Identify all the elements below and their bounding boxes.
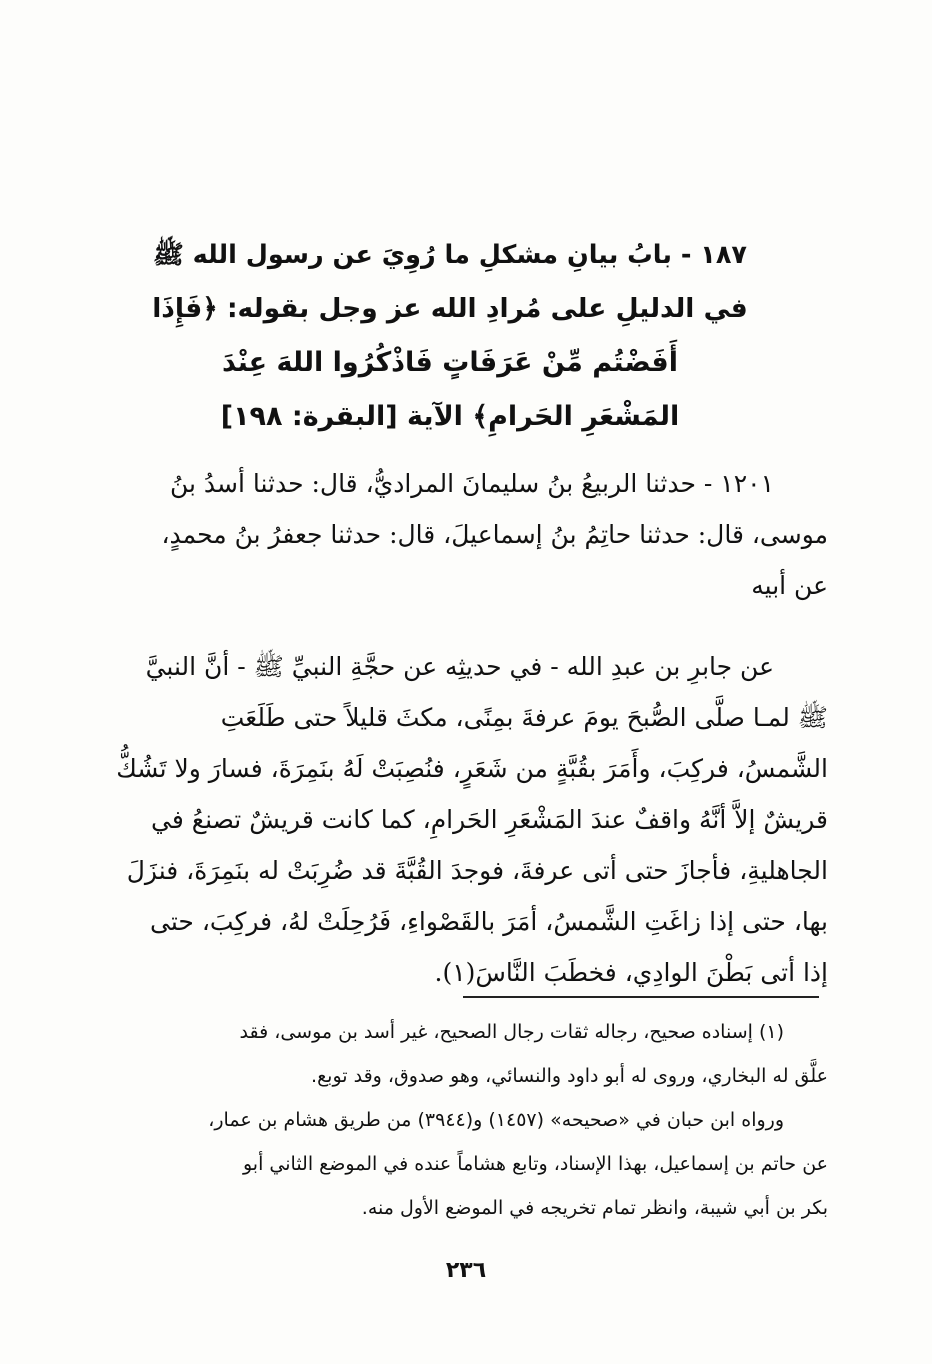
footnote-line: (١) إسناده صحيح، رجاله ثقات رجال الصحيح، غير أسد بن موسى، فقد <box>239 1021 784 1043</box>
hadith-matn <box>110 641 828 998</box>
footnote-line: علَّق له البخاري، وروى له أبو داود والنسائي، وهو صدوق، وقد توبع. <box>311 1065 828 1087</box>
chapter-heading-line: في الدليلِ على مُرادِ الله عز وجل بقوله: ﴿فَإِذَا <box>152 293 748 324</box>
chapter-heading-line: أَفَضْتُم مِّنْ عَرَفَاتٍ فَاذْكُرُوا اللهَ عِنْدَ <box>222 347 678 378</box>
footnote-line: عن حاتم بن إسماعيل، بهذا الإسناد، وتابع هشاماً عنده في الموضع الثاني أبو <box>242 1153 828 1175</box>
isnad-line: موسى، قال: حدثنا حاتِمُ بنُ إسماعيلَ، قال: حدثنا جعفرُ بنُ محمدٍ، <box>161 520 828 549</box>
footnote-line: بكر بن أبي شيبة، وانظر تمام تخريجه في الموضع الأول منه. <box>361 1197 828 1219</box>
chapter-heading-line: المَشْعَرِ الحَرامِ﴾ الآية [البقرة: ١٩٨] <box>220 401 680 432</box>
matn-line: قريشٌ إلاَّ أنَّهُ واقفٌ عندَ المَشْعَرِ الحَرامِ، كما كانت قريشٌ تصنعُ في <box>151 805 828 834</box>
hadith-isnad <box>110 458 828 611</box>
isnad-line: عن أبيه <box>751 571 828 600</box>
footnote-divider <box>463 996 819 998</box>
matn-line: ﷺ لمـا صلَّى الصُّبحَ يومَ عرفةَ بمِنًى، مكثَ قليلاً حتى طَلَعَتِ <box>220 703 828 732</box>
footnotes <box>110 1010 828 1230</box>
matn-line: بها، حتى إذا زاغَتِ الشَّمسُ، أمَرَ بالقَصْواءِ، فَرُحِلَتْ لهُ، فركِبَ، حتى <box>150 907 828 936</box>
matn-line: الجاهليةِ، فأجازَ حتى أتى عرفةَ، فوجدَ القُبَّةَ قد ضُرِبَتْ له بنَمِرَةَ، فنزَلَ <box>126 856 828 885</box>
chapter-heading <box>150 228 750 444</box>
matn-line: إذا أتى بَطْنَ الوادِي، فخطَبَ النَّاسَ(١). <box>434 958 828 987</box>
footnote-line: ورواه ابن حبان في «صحيحه» (١٤٥٧) و(٣٩٤٤) من طريق هشام بن عمار، <box>208 1109 784 1131</box>
matn-line: عن جابرِ بن عبدِ الله - في حديثِه عن حجَّةِ النبيِّ ﷺ - أنَّ النبيَّ <box>145 652 774 681</box>
matn-line: الشَّمسُ، فركِبَ، وأَمَرَ بقُبَّةٍ من شَعَرٍ، فنُصِبَتْ لَهُ بنَمِرَةَ، فسارَ ولا تَشُكُّ <box>116 754 828 783</box>
page-number: ٢٣٦ <box>445 1258 487 1283</box>
chapter-heading-line: ١٨٧ - بابُ بيانِ مشكلِ ما رُوِيَ عن رسول الله ﷺ <box>153 240 747 270</box>
isnad-line: ١٢٠١ - حدثنا الربيعُ بنُ سليمانَ المراديُّ، قال: حدثنا أسدُ بنُ <box>169 469 774 498</box>
